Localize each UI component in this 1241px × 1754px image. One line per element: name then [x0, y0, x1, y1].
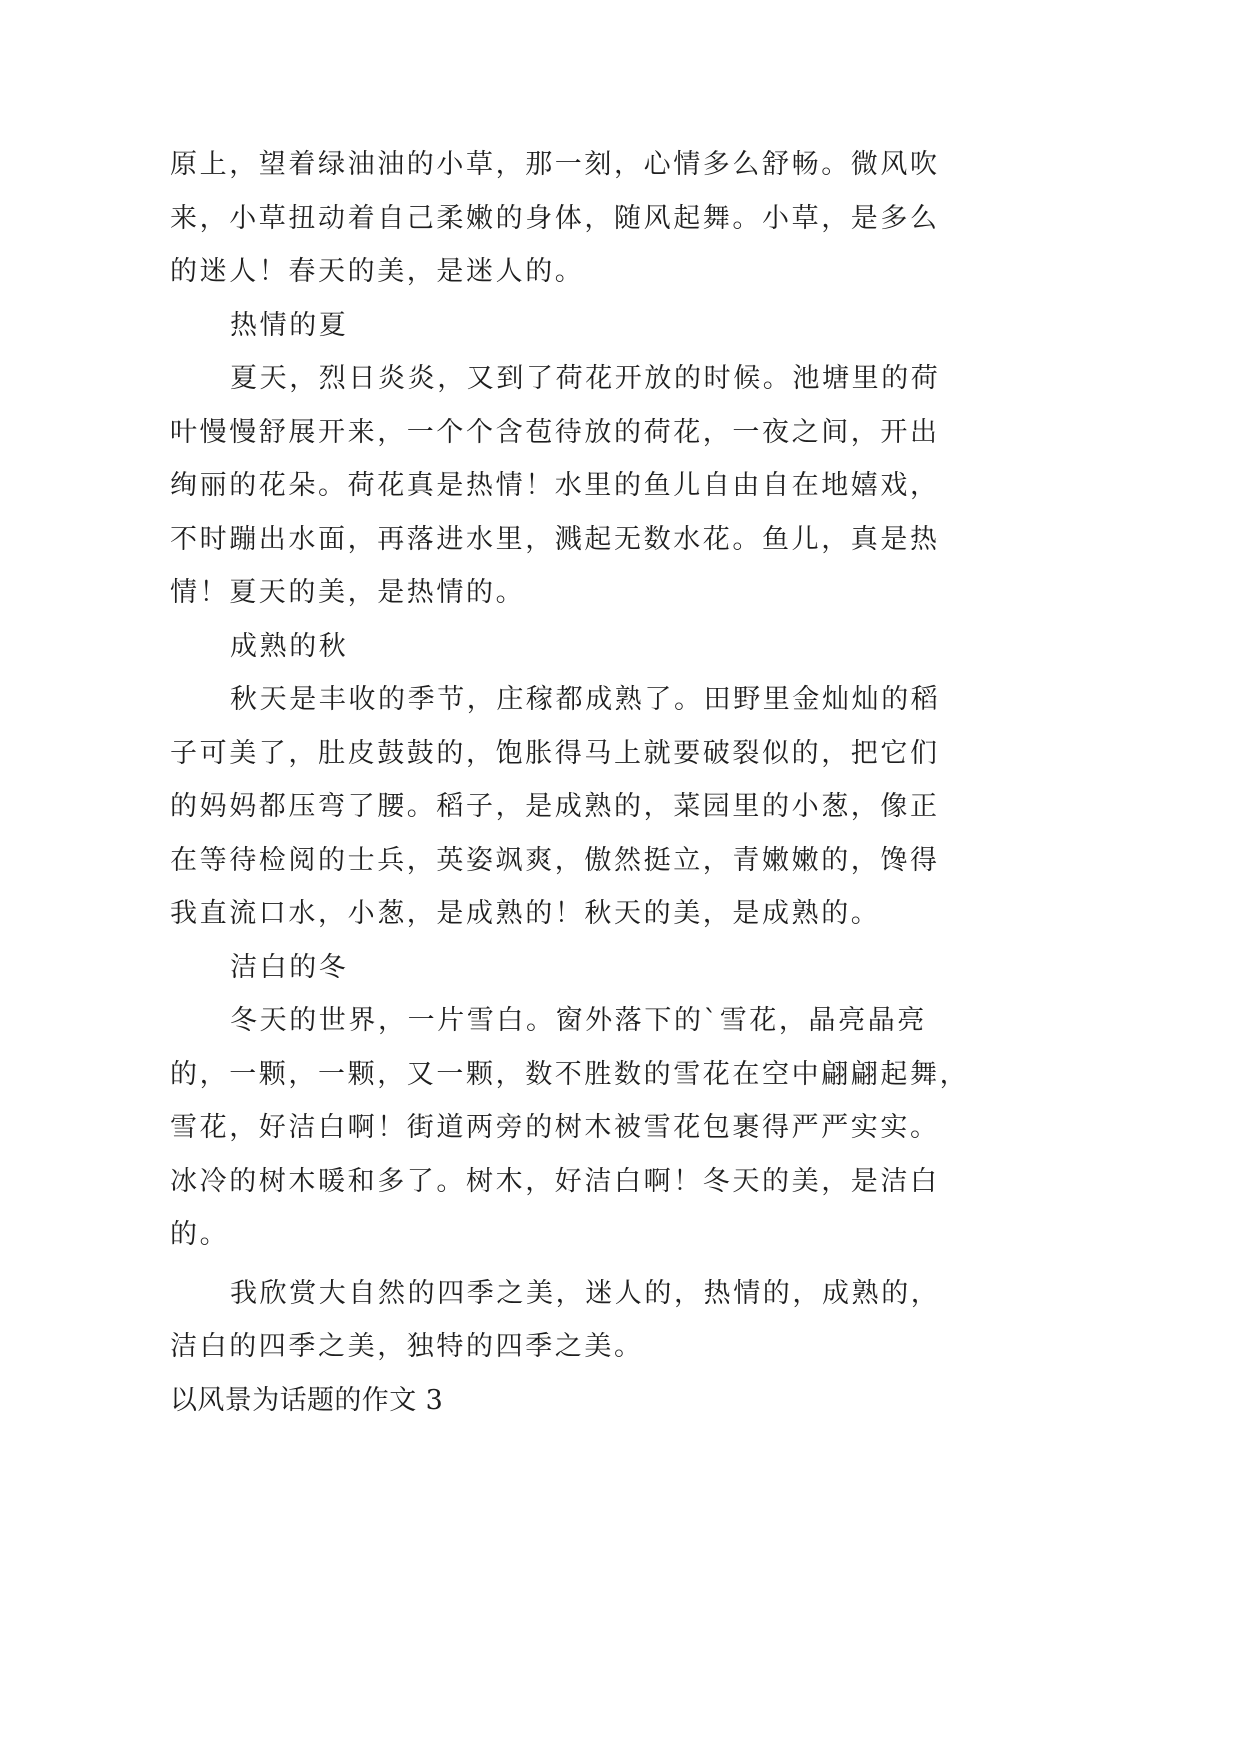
paragraph-line: 夏天，烈日炎炎，又到了荷花开放的时候。池塘里的荷 — [230, 363, 941, 394]
paragraph-conclusion — [170, 1267, 1070, 1374]
paragraph-line: 叶慢慢舒展开来，一个个含苞待放的荷花，一夜之间，开出 — [170, 416, 940, 448]
paragraph-line: 我欣赏大自然的四季之美，迷人的，热情的，成熟的， — [230, 1277, 941, 1309]
paragraph-line: 的迷人！春天的美，是迷人的。 — [170, 256, 585, 287]
paragraph-line: 子可美了，肚皮鼓鼓的，饱胀得马上就要破裂似的，把它们 — [170, 737, 940, 769]
paragraph-line: 情！夏天的美，是热情的。 — [170, 577, 526, 608]
paragraph-line: 我直流口水，小葱，是成熟的！秋天的美，是成熟的。 — [170, 898, 881, 929]
paragraph-line: 不时蹦出水面，再落进水里，溅起无数水花。鱼儿，真是热 — [170, 523, 940, 555]
paragraph-line: 绚丽的花朵。荷花真是热情！水里的鱼儿自由自在地嬉戏， — [170, 470, 940, 501]
section-heading-summer: 热情的夏 — [230, 309, 349, 341]
paragraph-line: 的妈妈都压弯了腰。稻子，是成熟的，菜园里的小葱，像正 — [170, 791, 940, 822]
paragraph-line: 的。 — [170, 1219, 230, 1250]
paragraph-line: 冰冷的树木暖和多了。树木，好洁白啊！冬天的美，是洁白 — [170, 1165, 940, 1197]
document-body — [170, 138, 1070, 1427]
paragraph-line: 雪花，好洁白啊！街道两旁的树木被雪花包裹得严严实实。 — [170, 1112, 940, 1143]
paragraph-line: 原上，望着绿油油的小草，那一刻，心情多么舒畅。微风吹 — [170, 149, 940, 180]
essay-title: 以风景为话题的作文 3 — [170, 1384, 444, 1416]
paragraph-line: 在等待检阅的士兵，英姿飒爽，傲然挺立，青嫩嫩的，馋得 — [170, 844, 940, 876]
paragraph-autumn — [170, 673, 1070, 941]
paragraph-line: 的，一颗，一颗，又一颗，数不胜数的雪花在空中翩翩起舞， — [170, 1058, 970, 1090]
section-heading-winter: 洁白的冬 — [230, 951, 349, 983]
paragraph-spring-ending — [170, 138, 1070, 299]
paragraph-line: 洁白的四季之美，独特的四季之美。 — [170, 1331, 644, 1362]
paragraph-line: 来，小草扭动着自己柔嫩的身体，随风起舞。小草，是多么 — [170, 202, 940, 234]
paragraph-winter — [170, 994, 1070, 1262]
paragraph-line: 冬天的世界，一片雪白。窗外落下的`雪花，晶亮晶亮 — [230, 1005, 927, 1036]
paragraph-line: 秋天是丰收的季节，庄稼都成熟了。田野里金灿灿的稻 — [230, 684, 941, 715]
paragraph-summer — [170, 352, 1070, 620]
section-heading-autumn: 成熟的秋 — [230, 630, 349, 662]
